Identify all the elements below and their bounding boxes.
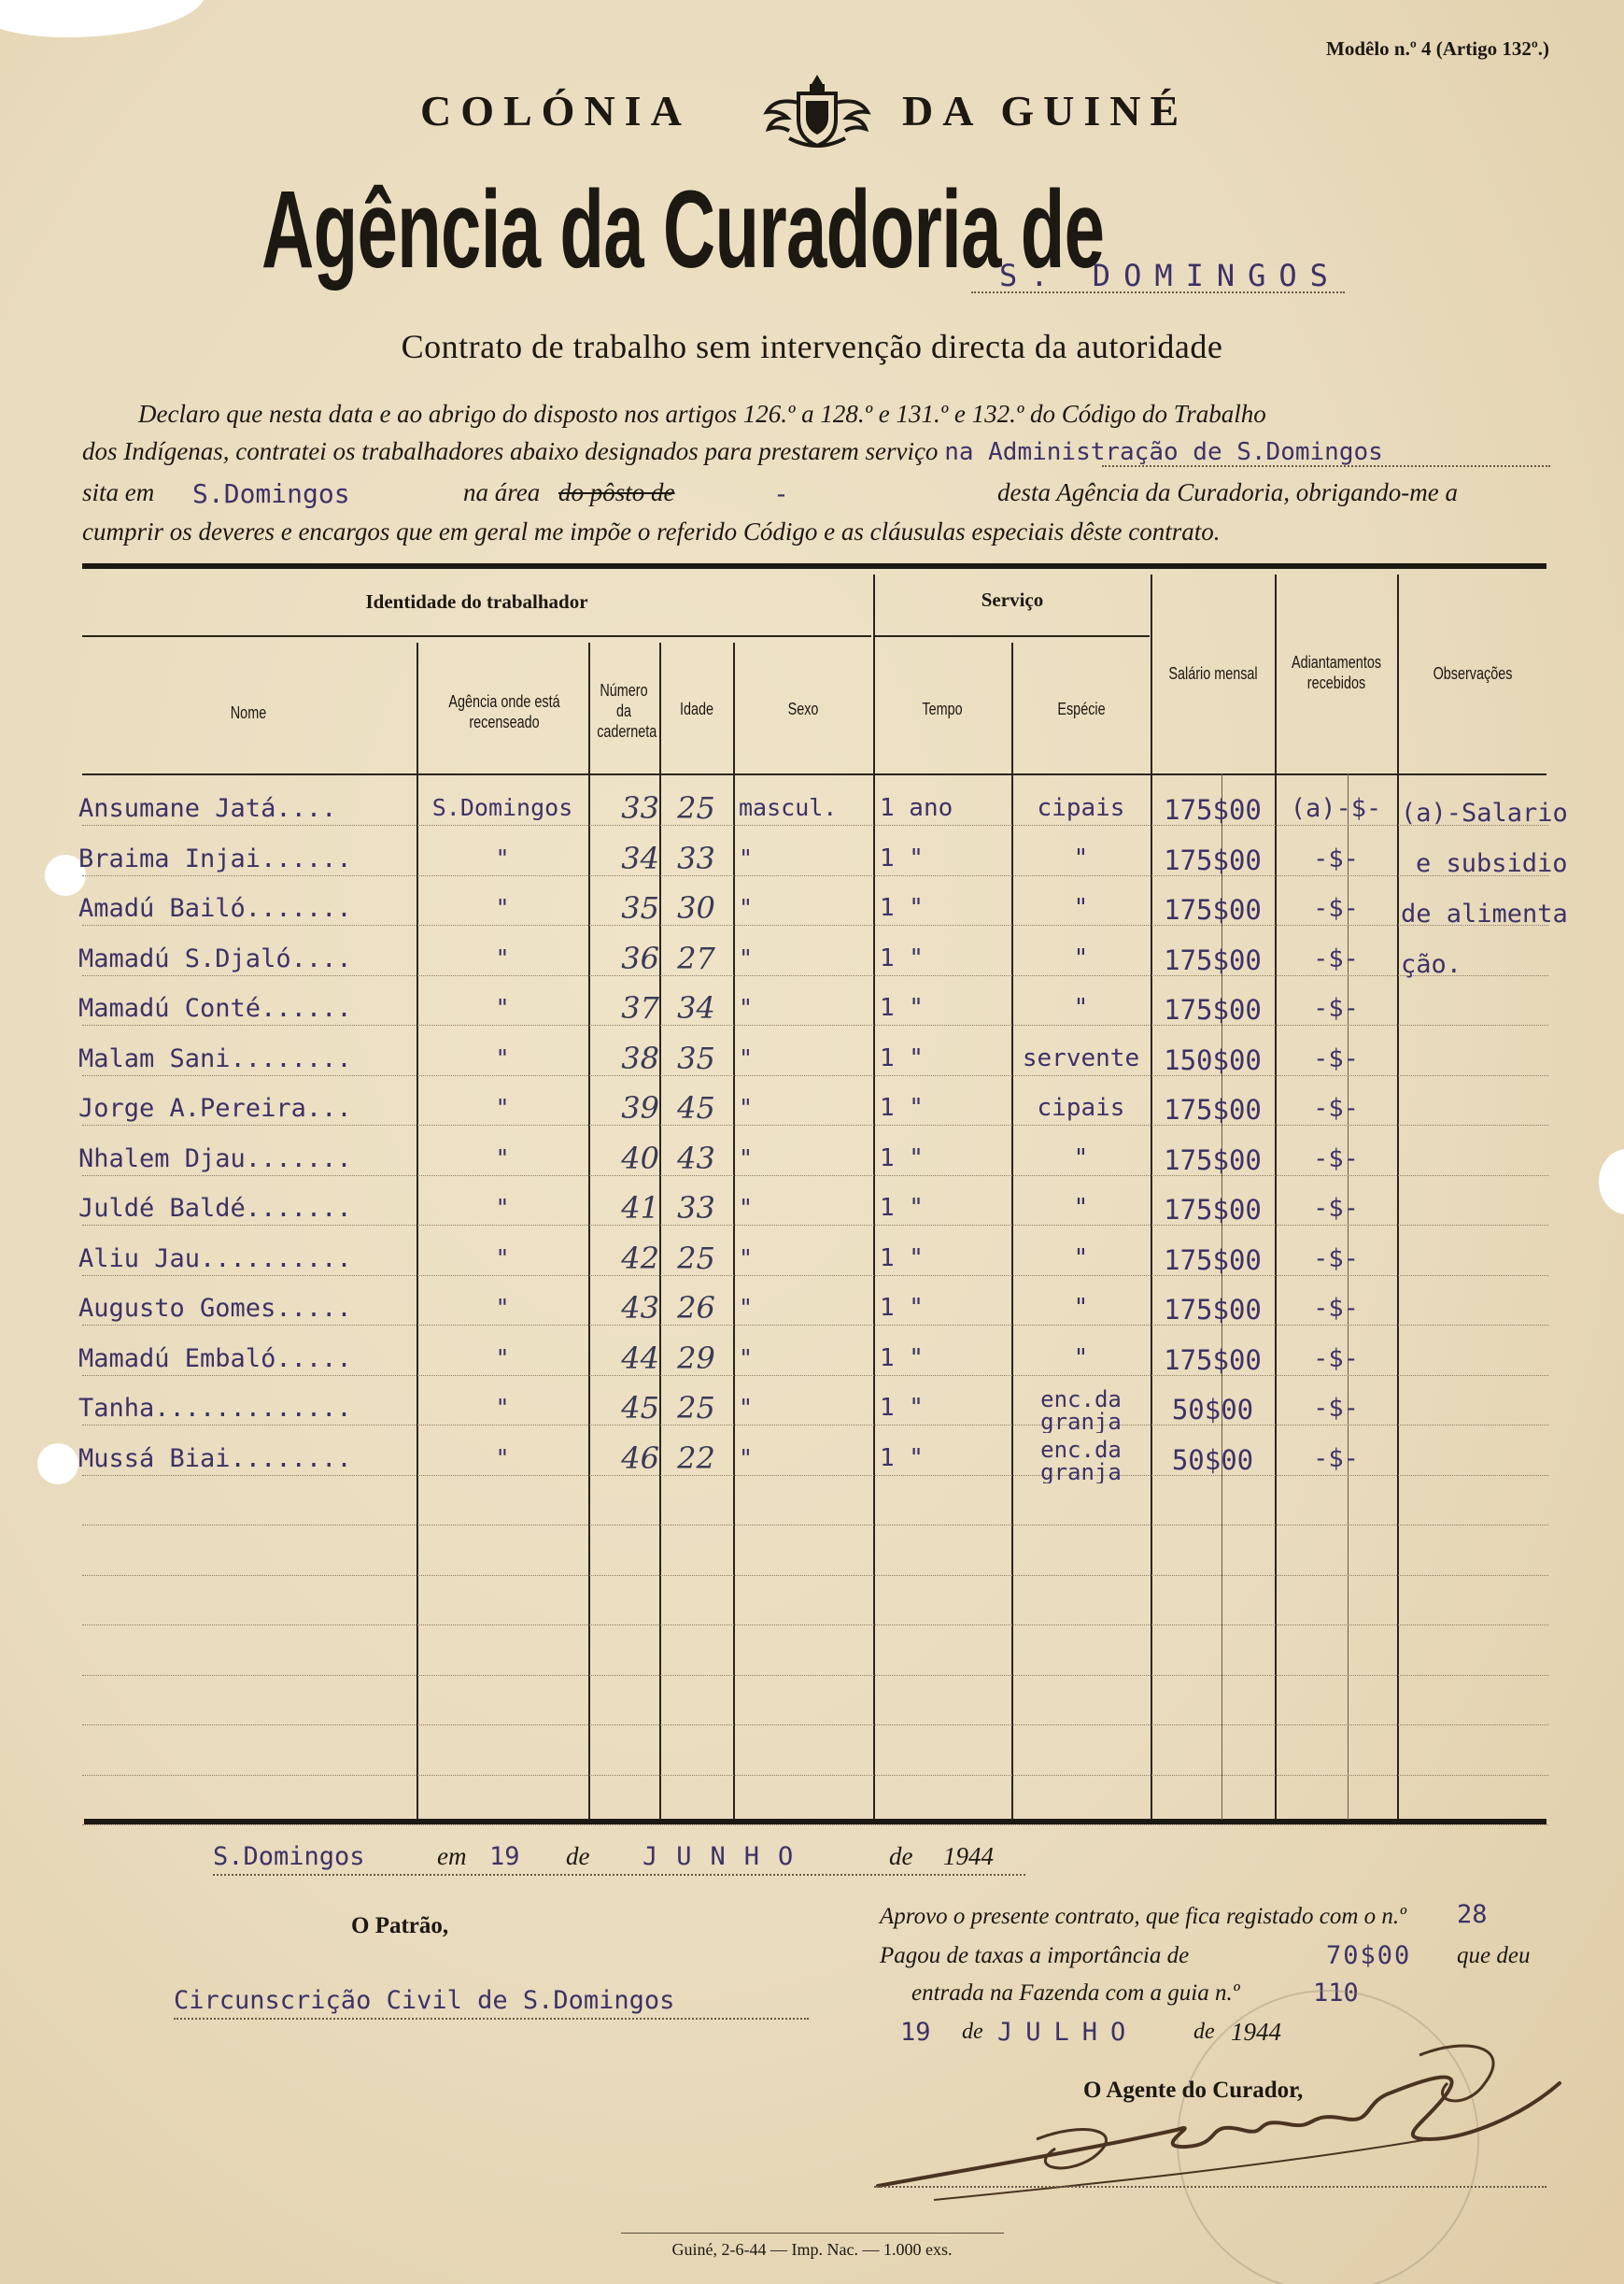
cell-salario: 50$00 bbox=[1171, 1394, 1254, 1426]
cell-idade: 45 bbox=[677, 1090, 715, 1126]
cell-tempo: 1 " bbox=[880, 1094, 924, 1122]
cell-salario: 175$00 bbox=[1164, 1143, 1262, 1176]
table-row-rule bbox=[82, 875, 1548, 876]
header-sexo: Sexo bbox=[787, 700, 819, 718]
service-place-underline bbox=[1102, 465, 1550, 467]
fees-amount: 70$00 bbox=[1326, 1941, 1412, 1970]
header-nome: Nome bbox=[230, 703, 267, 722]
cell-tempo: 1 " bbox=[880, 943, 924, 972]
cell-agencia: " bbox=[495, 1194, 510, 1221]
declaration-posto-struck: do pôsto de bbox=[558, 478, 675, 506]
col-divider-5 bbox=[873, 575, 875, 1820]
cell-agencia: " bbox=[495, 1143, 510, 1171]
cell-tempo: 1 " bbox=[880, 1143, 924, 1172]
cell-nome: Jorge A.Pereira... bbox=[78, 1094, 352, 1123]
col-divider-9 bbox=[1397, 575, 1399, 1820]
cell-tempo: 1 " bbox=[880, 1243, 924, 1272]
agency-title: Agência da Curadoria de bbox=[261, 168, 1105, 291]
cell-idade: 25 bbox=[677, 1240, 715, 1276]
cell-sexo: " bbox=[739, 894, 754, 921]
header-salario: Salário mensal bbox=[1168, 664, 1258, 683]
header-agencia: Agência onde está recenseado bbox=[448, 692, 560, 731]
table-row-rule bbox=[82, 825, 1548, 826]
table-header-rule bbox=[82, 773, 1546, 775]
cell-especie: " bbox=[1073, 1294, 1089, 1322]
service-group-rule bbox=[875, 635, 1150, 637]
cell-adiant: -$- bbox=[1313, 1294, 1359, 1323]
posto-blank: - bbox=[773, 478, 789, 509]
cell-sexo: " bbox=[739, 943, 754, 972]
cell-idade: 26 bbox=[677, 1290, 715, 1326]
cell-nome: Amadú Bailó....... bbox=[78, 894, 352, 923]
footer-day: 19 bbox=[489, 1842, 520, 1871]
guia-day: 19 bbox=[900, 2018, 931, 2047]
cell-numero: 46 bbox=[621, 1440, 659, 1476]
cell-especie: " bbox=[1073, 844, 1089, 872]
cell-nome: Mamadú Embaló..... bbox=[78, 1343, 352, 1373]
table-row-rule bbox=[82, 1824, 1548, 1825]
cell-idade: 43 bbox=[677, 1140, 715, 1176]
cell-nome: Tanha............. bbox=[78, 1394, 352, 1423]
coat-of-arms-icon bbox=[761, 65, 873, 151]
cell-salario: 175$00 bbox=[1164, 794, 1262, 826]
cell-salario: 50$00 bbox=[1171, 1443, 1254, 1476]
cell-nome: Aliu Jau.......... bbox=[78, 1243, 352, 1273]
approval-text: Aprovo o presente contrato, que fica registado com o n.º bbox=[880, 1904, 1406, 1929]
printer-imprint: Guiné, 2-6-44 — Imp. Nac. — 1.000 exs. bbox=[671, 2240, 953, 2259]
cell-agencia: " bbox=[495, 1243, 510, 1271]
cell-nome: Malam Sani........ bbox=[78, 1043, 352, 1073]
cell-idade: 34 bbox=[677, 990, 715, 1026]
cell-nome: Augusto Gomes..... bbox=[78, 1294, 352, 1323]
table-row-rule bbox=[82, 1125, 1548, 1126]
cell-adiant: -$- bbox=[1313, 844, 1359, 873]
torn-edge-right bbox=[1599, 1149, 1624, 1214]
date-underline bbox=[213, 1874, 1025, 1876]
cell-idade: 27 bbox=[677, 940, 715, 976]
cell-tempo: 1 " bbox=[880, 1443, 924, 1472]
observation-line-1: (a)-Salario bbox=[1401, 799, 1568, 828]
cell-salario: 175$00 bbox=[1164, 1294, 1262, 1326]
cell-especie: " bbox=[1073, 943, 1089, 972]
footer-place: S.Domingos bbox=[213, 1842, 365, 1871]
table-row-rule bbox=[82, 1175, 1548, 1176]
footer-de-1: de bbox=[566, 1842, 590, 1870]
cell-sexo: " bbox=[739, 1194, 754, 1221]
declaration-text-2: dos Indígenas, contratei os trabalhadores abaixo designados para prestarem serviço bbox=[82, 437, 939, 465]
cell-nome: Braima Injai...... bbox=[78, 844, 352, 873]
table-row-rule bbox=[82, 1275, 1548, 1276]
cell-salario: 175$00 bbox=[1164, 894, 1262, 926]
cell-salario: 175$00 bbox=[1164, 1243, 1262, 1276]
colony-title-left: COLÓNIA bbox=[420, 87, 691, 135]
guia-number: 110 bbox=[1313, 1979, 1359, 2007]
cell-agencia: " bbox=[495, 943, 510, 972]
cell-especie: " bbox=[1073, 994, 1089, 1022]
cell-tempo: 1 " bbox=[880, 994, 924, 1022]
entry-text: entrada na Fazenda com a guia n.º bbox=[911, 1980, 1240, 2006]
table-row-rule bbox=[82, 1775, 1548, 1776]
cell-especie: servente bbox=[1022, 1043, 1140, 1072]
observation-line-3: de alimenta bbox=[1401, 900, 1568, 929]
cell-numero: 43 bbox=[621, 1290, 659, 1326]
colony-title-right: DA GUINÉ bbox=[902, 87, 1189, 135]
cell-especie: enc.da granja bbox=[1040, 1438, 1122, 1483]
header-especie: Espécie bbox=[1057, 700, 1106, 718]
cell-adiant: -$- bbox=[1313, 1143, 1359, 1173]
cell-agencia: " bbox=[495, 894, 510, 921]
cell-idade: 22 bbox=[677, 1440, 715, 1476]
cell-especie: cipais bbox=[1037, 1094, 1125, 1122]
sita-place: S.Domingos bbox=[192, 478, 350, 509]
declaration-text-4: cumprir os deveres e encargos que em geral me impõe o referido Código e as cláusulas especiais dêste contrato. bbox=[82, 518, 1221, 546]
cell-agencia: " bbox=[495, 1343, 510, 1371]
table-row-rule bbox=[82, 1075, 1548, 1076]
declaration-line-2 bbox=[82, 437, 1548, 473]
declaration-area: na área bbox=[463, 478, 541, 506]
header-adiantamentos: Adiantamentos recebidos bbox=[1291, 653, 1382, 692]
declaration-text-3: desta Agência da Curadoria, obrigando-me a bbox=[997, 478, 1458, 506]
cell-nome: Mussá Biai........ bbox=[78, 1443, 352, 1473]
torn-corner bbox=[0, 0, 205, 37]
cell-agencia: " bbox=[495, 844, 510, 872]
cell-sexo: " bbox=[739, 1243, 754, 1271]
cell-idade: 35 bbox=[677, 1040, 715, 1076]
guia-de-1: de bbox=[962, 2020, 983, 2044]
table-row-rule bbox=[82, 1425, 1548, 1426]
registration-number: 28 bbox=[1457, 1900, 1488, 1929]
cell-numero: 38 bbox=[621, 1040, 659, 1076]
cell-salario: 175$00 bbox=[1164, 1194, 1262, 1226]
table-row-rule bbox=[82, 1724, 1548, 1725]
footer-month: JUNHO bbox=[643, 1842, 812, 1871]
declaration-line-1 bbox=[82, 400, 1548, 435]
declaration-sita: sita em bbox=[82, 478, 155, 506]
cell-tempo: 1 " bbox=[880, 1043, 924, 1072]
cell-numero: 41 bbox=[621, 1190, 659, 1226]
cell-agencia: " bbox=[495, 1294, 510, 1321]
cell-sexo: " bbox=[739, 1094, 754, 1121]
cell-numero: 42 bbox=[621, 1240, 659, 1276]
patrao-underline bbox=[174, 2018, 809, 2020]
cell-tempo: 1 " bbox=[880, 1394, 924, 1422]
cell-numero: 40 bbox=[621, 1140, 659, 1176]
footer-em: em bbox=[437, 1842, 467, 1870]
header-tempo: Tempo bbox=[922, 700, 963, 718]
cell-salario: 150$00 bbox=[1164, 1043, 1262, 1076]
observation-line-4: ção. bbox=[1401, 950, 1462, 979]
cell-numero: 37 bbox=[621, 990, 659, 1026]
declaration-line-4 bbox=[82, 518, 1548, 553]
guia-year: 1944 bbox=[1231, 2018, 1281, 2046]
cell-sexo: " bbox=[739, 1443, 754, 1471]
cell-agencia: " bbox=[495, 1394, 510, 1421]
table-row-rule bbox=[82, 1225, 1548, 1226]
footer-de-2: de bbox=[889, 1842, 913, 1870]
cell-nome: Juldé Baldé....... bbox=[78, 1194, 352, 1223]
cell-tempo: 1 " bbox=[880, 1343, 924, 1372]
table-row-rule bbox=[82, 1675, 1548, 1676]
cell-tempo: 1 " bbox=[880, 844, 924, 872]
header-observacoes: Observações bbox=[1433, 664, 1513, 683]
cell-agencia: S.Domingos bbox=[431, 794, 573, 821]
table-row-rule bbox=[82, 1624, 1548, 1625]
cell-adiant: -$- bbox=[1313, 943, 1359, 973]
declaration-text-1: Declaro que nesta data e ao abrigo do disposto nos artigos 126.º a 128.º e 131.º e 132.º do Código do Trabalho bbox=[138, 400, 1266, 428]
cell-sexo: " bbox=[739, 1343, 754, 1371]
cell-especie: " bbox=[1073, 1143, 1089, 1172]
cell-idade: 30 bbox=[677, 890, 715, 926]
cell-idade: 25 bbox=[677, 790, 715, 826]
cell-nome: Ansumane Jatá.... bbox=[78, 794, 337, 823]
cell-idade: 29 bbox=[677, 1340, 715, 1376]
cell-sexo: " bbox=[739, 1294, 754, 1321]
cell-salario: 175$00 bbox=[1164, 844, 1262, 876]
cell-especie: cipais bbox=[1037, 794, 1125, 822]
guia-month: JULHO bbox=[997, 2018, 1139, 2047]
cell-idade: 25 bbox=[677, 1390, 715, 1426]
cell-sexo: " bbox=[739, 1143, 754, 1171]
cell-adiant: -$- bbox=[1313, 894, 1359, 923]
cell-especie: enc.da granja bbox=[1040, 1388, 1122, 1433]
cell-numero: 36 bbox=[621, 940, 659, 976]
header-numero: Número da caderneta bbox=[597, 681, 657, 741]
header-idade: Idade bbox=[679, 700, 714, 718]
cell-idade: 33 bbox=[677, 840, 715, 876]
agency-place: S. DOMINGOS bbox=[999, 258, 1341, 293]
cell-idade: 33 bbox=[677, 1190, 715, 1226]
cell-nome: Nhalem Djau....... bbox=[78, 1143, 352, 1173]
contract-title: Contrato de trabalho sem intervenção directa da autoridade bbox=[401, 328, 1223, 365]
cell-sexo: " bbox=[739, 844, 754, 872]
cell-adiant: -$- bbox=[1313, 1343, 1359, 1373]
fees-text: Pagou de taxas a importância de bbox=[880, 1943, 1190, 1968]
table-row-rule bbox=[82, 1575, 1548, 1576]
cell-numero: 45 bbox=[621, 1390, 659, 1426]
cell-adiant: -$- bbox=[1313, 994, 1359, 1023]
agency-place-underline bbox=[971, 291, 1345, 293]
table-row-rule bbox=[82, 1475, 1548, 1476]
cell-adiant: -$- bbox=[1313, 1194, 1359, 1223]
cell-adiant: -$- bbox=[1313, 1043, 1359, 1073]
cell-numero: 39 bbox=[621, 1090, 659, 1126]
identity-group-rule bbox=[82, 635, 871, 637]
table-row-rule bbox=[82, 1325, 1548, 1326]
cell-sexo: " bbox=[739, 1394, 754, 1421]
cell-tempo: 1 " bbox=[880, 894, 924, 922]
cell-salario: 175$00 bbox=[1164, 943, 1262, 976]
cell-nome: Mamadú S.Djaló.... bbox=[78, 943, 352, 973]
cell-agencia: " bbox=[495, 1094, 510, 1121]
table-top-rule bbox=[82, 563, 1546, 569]
cell-tempo: 1 " bbox=[880, 1194, 924, 1222]
cell-sexo: " bbox=[739, 994, 754, 1021]
cell-salario: 175$00 bbox=[1164, 1343, 1262, 1376]
table-row-rule bbox=[82, 1025, 1548, 1026]
cell-especie: " bbox=[1073, 894, 1089, 922]
signature-underline bbox=[874, 2186, 1546, 2188]
guia-de-2: de bbox=[1193, 2020, 1215, 2044]
cell-salario: 175$00 bbox=[1164, 994, 1262, 1026]
cell-adiant: -$- bbox=[1313, 1394, 1359, 1423]
cell-agencia: " bbox=[495, 994, 510, 1021]
cell-agencia: " bbox=[495, 1443, 510, 1471]
service-place: na Administração de S.Domingos bbox=[944, 438, 1383, 466]
cell-numero: 35 bbox=[621, 890, 659, 926]
footer-year: 1944 bbox=[943, 1842, 994, 1870]
table-row-rule bbox=[82, 975, 1548, 976]
cell-salario: 175$00 bbox=[1164, 1094, 1262, 1126]
fees-que-deu: que deu bbox=[1457, 1943, 1531, 1968]
cell-agencia: " bbox=[495, 1043, 510, 1071]
cell-adiant: (a)-$- bbox=[1290, 794, 1382, 823]
cell-adiant: -$- bbox=[1313, 1443, 1359, 1473]
cell-tempo: 1 " bbox=[880, 1294, 924, 1322]
cell-adiant: -$- bbox=[1313, 1094, 1359, 1123]
cell-numero: 34 bbox=[621, 840, 659, 876]
agent-label: O Agente do Curador, bbox=[1083, 2078, 1304, 2103]
cell-especie: " bbox=[1073, 1243, 1089, 1272]
punch-hole-lower bbox=[37, 1443, 78, 1484]
declaration-line-3 bbox=[82, 478, 1548, 514]
cell-numero: 33 bbox=[621, 790, 659, 826]
header-service-group: Serviço bbox=[981, 589, 1044, 611]
table-row-rule bbox=[82, 925, 1548, 926]
cell-numero: 44 bbox=[621, 1340, 659, 1376]
cell-adiant: -$- bbox=[1313, 1243, 1359, 1273]
cell-sexo: " bbox=[739, 1043, 754, 1071]
cell-especie: " bbox=[1073, 1343, 1089, 1372]
patrao-name: Circunscrição Civil de S.Domingos bbox=[174, 1986, 675, 2015]
cell-tempo: 1 ano bbox=[880, 794, 953, 822]
cell-especie: " bbox=[1073, 1194, 1089, 1222]
patrao-label: O Patrão, bbox=[351, 1913, 449, 1938]
observation-line-2: e subsidio bbox=[1416, 849, 1568, 878]
cell-sexo: mascul. bbox=[739, 794, 838, 821]
header-identity-group: Identidade do trabalhador bbox=[365, 590, 588, 613]
printer-rule bbox=[621, 2233, 1004, 2234]
table-row-rule bbox=[82, 1375, 1548, 1376]
model-number: Modêlo n.º 4 (Artigo 132º.) bbox=[1326, 37, 1549, 60]
cell-nome: Mamadú Conté...... bbox=[78, 994, 352, 1023]
